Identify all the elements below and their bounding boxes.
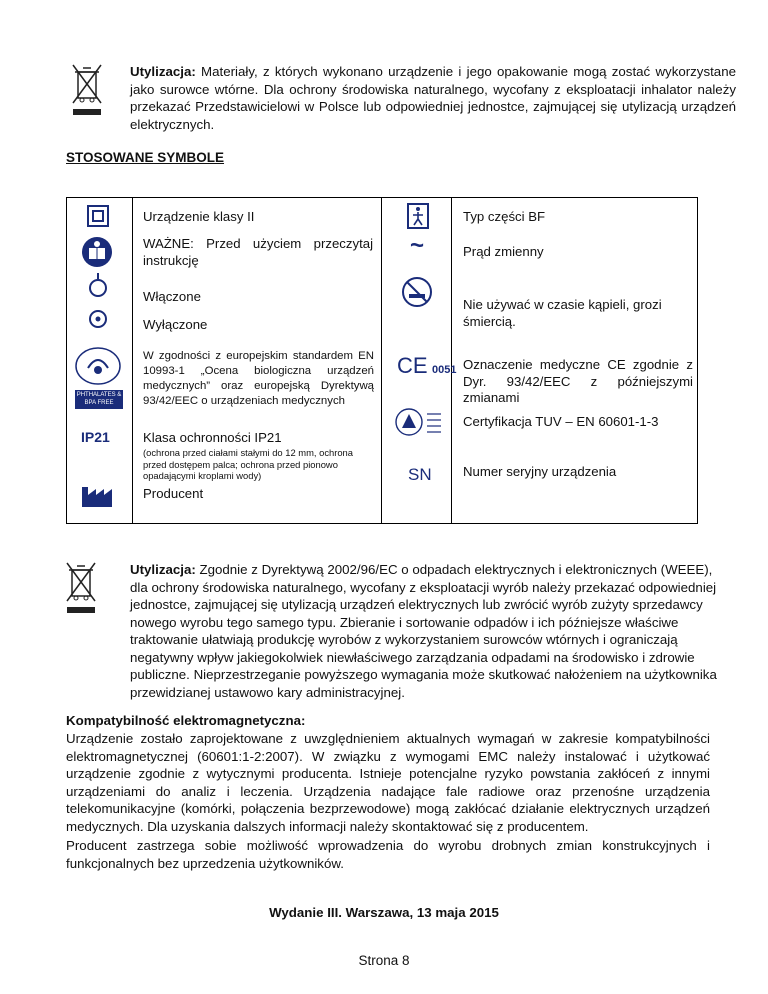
weee-bin-icon — [70, 62, 104, 118]
class-ii-text: Urządzenie klasy II — [143, 209, 255, 224]
serial-number-icon: SN — [408, 465, 432, 484]
manufacturer-icon — [81, 484, 113, 508]
emc-paragraph-1: Urządzenie zostało zaprojektowane z uwzględnieniem aktualnych wymagań w zakresie kompatybilności elektromagnetycznej (60601:1-2:2007). W związku z wymogami EMC należy instalować i użytkować urządzenie zgodnie z wytycznymi producenta. Istnieje potencjalne ryzyko powstania zakłóceń z innymi urządzeniami do analiz i leczenia. Urządzenia nadające fale radiowe oraz przenośne urządzenia telekomunikacyjne (komórki, połączenia bezprzewodowe) mogą zakłócać działanie elektrycznych urządzeń medycznych. Dla uzyskania dalszych informacji należy skontaktować się z producentem. — [66, 731, 710, 834]
type-bf-text: Typ części BF — [463, 209, 546, 224]
ip21-label: IP21 — [81, 429, 110, 445]
symbols-section-title: STOSOWANE SYMBOLE — [66, 150, 225, 165]
ce-mark — [397, 353, 457, 379]
off-text: Wyłączone — [143, 317, 208, 332]
disposal-text: Materiały, z których wykonano urządzenie i jego opakowanie mogą zostać wykorzystane jako surowce wtórne. Dla ochrony środowiska naturalnego, wycofany z eksploatacji inhalator należy przekazać Przedstawicielowi w Polsce lub odpowiedniej jednostce, zajmującej się utylizacją urządzeń elektrycznych. — [130, 64, 736, 132]
symbols-table — [66, 197, 698, 524]
biocompatible-icon — [73, 346, 123, 388]
ce-number: 0051 — [432, 364, 457, 376]
tuv-text: Certyfikacja TUV – EN 60601-1-3 — [463, 414, 659, 429]
on-text: Włączone — [143, 289, 201, 304]
disposal-paragraph-1 — [130, 63, 736, 133]
weee-bin-icon-2 — [64, 560, 98, 616]
type-bf-icon — [407, 203, 429, 229]
page-number: Strona 8 — [358, 953, 410, 968]
ce-text: Oznaczenie medyczne CE zgodnie z Dyr. 93/42/EEC z późniejszymi zmianami — [463, 357, 693, 405]
phthalates-badge: PHTHALATES & BPA FREE — [75, 390, 123, 409]
read-instructions-icon — [81, 236, 113, 268]
emc-title: Kompatybilność elektromagnetyczna: — [66, 713, 306, 728]
ip-note-text: (ochrona przed ciałami stałymi do 12 mm, ochrona przed dostępem palca; ochrona przed pionowo opadającymi kroplami wody) — [143, 447, 353, 481]
ac-text: Prąd zmienny — [463, 244, 544, 259]
no-bath-icon — [401, 276, 433, 308]
emc-paragraph-2: Producent zastrzega sobie możliwość wprowadzenia do wyrobu drobnych zmian konstrukcyjnych i funkcjonalnych bez uprzedzenia użytkowników. — [66, 838, 710, 871]
ip-class-text: Klasa ochronności IP21 — [143, 430, 282, 445]
disposal-2-label: Utylizacja: — [130, 562, 196, 577]
edition-line: Wydanie III. Warszawa, 13 maja 2015 — [269, 905, 499, 920]
important-text: WAŻNE: Przed użyciem przeczytaj instrukcję — [143, 236, 373, 268]
conformity-text: W zgodności z europejskim standardem EN 10993-1 „Ocena biologiczna urządzeń medycznych” oraz europejską Dyrektywą 93/42/EEC o urządzeniach medycznych — [143, 350, 374, 407]
no-bath-text: Nie używać w czasie kąpieli, grozi śmiercią. — [463, 297, 662, 329]
manufacturer-text: Producent — [143, 486, 204, 501]
ce-mark-letters: CE — [397, 353, 428, 378]
class-ii-icon — [86, 204, 110, 228]
disposal-2-text: Zgodnie z Dyrektywą 2002/96/EC o odpadach elektrycznych i elektronicznych (WEEE), dla ochrony środowiska naturalnego, wycofany z eksploatacji wyrób należy przekazać odpowiedniej jednostce, zajmującej się utylizacją urządzeń elektrycznych lub zwrócić wyrób zużyty sprzedawcy nowego wyrobu tego samego typu. Zbieranie i sortowanie odpadów i ich późniejsze właściwe traktowanie ułatwiają produkcję wyrobów z wykorzystaniem surowców wtórnych i ograniczają negatywny wpływ jakiegokolwiek niewłaściwego zarządzania odpadami na środowisko i zdrowie publiczne. Nieprzestrzeganie powyższego wymagania może skutkować nałożeniem na użytkownika przewidzianej ustawowo kary administracyjnej. — [130, 562, 717, 700]
power-off-icon — [88, 309, 108, 329]
serial-number-text: Numer seryjny urządzenia — [463, 464, 617, 479]
disposal-paragraph-2 — [130, 561, 730, 701]
power-on-icon — [87, 272, 109, 298]
ac-icon: ~ — [410, 232, 425, 259]
disposal-label: Utylizacja: — [130, 64, 196, 79]
tuv-icon — [393, 404, 445, 440]
